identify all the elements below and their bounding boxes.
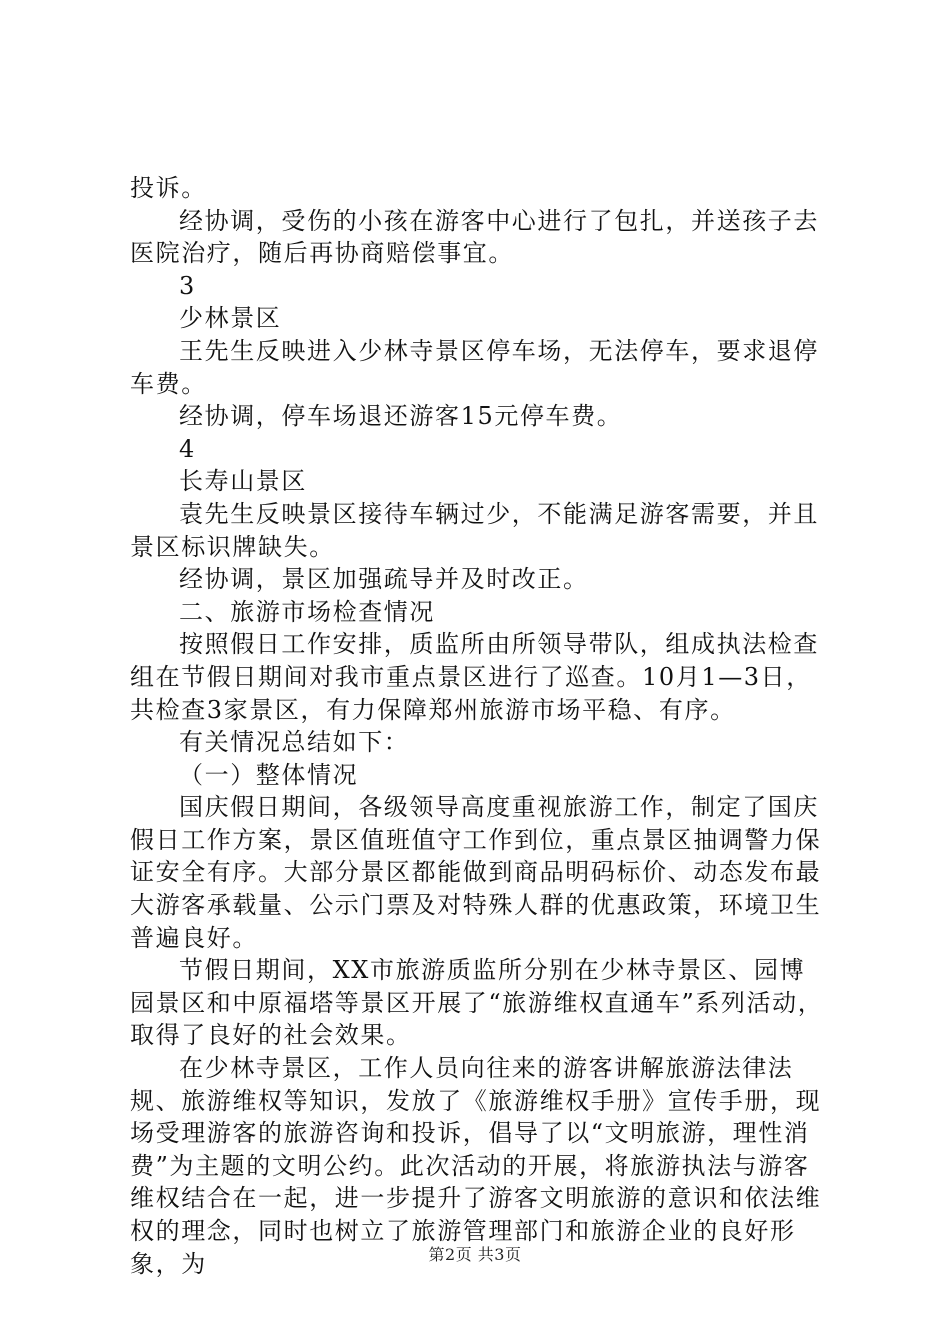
paragraph-1: 经协调，受伤的小孩在游客中心进行了包扎，并送孩子去医院治疗，随后再协商赔偿事宜。 — [130, 206, 819, 268]
paragraph-9: 经协调，景区加强疏导并及时改正。 — [179, 565, 589, 594]
document-body — [130, 172, 830, 1280]
paragraph-8: 袁先生反映景区接待车辆过少，不能满足游客需要，并且景区标识牌缺失。 — [130, 499, 819, 561]
page-number-footer: 第2页 共3页 — [428, 1245, 522, 1264]
paragraph-16: 在少林寺景区，工作人员向往来的游客讲解旅游法律法规、旅游维权等知识，发放了《旅游维权手册》宣传手册，现场受理游客的旅游咨询和投诉，倡导了以“文明旅游，理性消费”为主题的文明公约。此次活动的开展，将旅游执法与游客维权结合在一起，进一步提升了游客文明旅游的意识和依法维权的理念，同时也树立了旅游管理部门和旅游企业的良好形象，为 — [130, 1054, 822, 1278]
paragraph-14: 国庆假日期间，各级领导高度重视旅游工作，制定了国庆假日工作方案，景区值班值守工作到位，重点景区抽调警力保证安全有序。大部分景区都能做到商品明码标价、动态发布最大游客承载量、公示门票及对特殊人群的优惠政策，环境卫生普遍良好。 — [130, 793, 822, 952]
subsection-heading: （一）整体情况 — [179, 760, 359, 789]
paragraph-11: 按照假日工作安排，质监所由所领导带队，组成执法检查组在节假日期间对我市重点景区进行了巡查。10月1—3日，共检查3家景区，有力保障郑州旅游市场平稳、有序。 — [130, 630, 819, 724]
section-heading: 二、旅游市场检查情况 — [179, 597, 435, 626]
paragraph-5: 经协调，停车场退还游客15元停车费。 — [179, 402, 623, 431]
paragraph-6: 4 — [179, 434, 196, 463]
paragraph-12: 有关情况总结如下： — [179, 728, 410, 757]
paragraph-15: 节假日期间，XX市旅游质监所分别在少林寺景区、园博园景区和中原福塔等景区开展了“旅游维权直通车”系列活动，取得了良好的社会效果。 — [130, 956, 824, 1050]
paragraph-0: 投诉。 — [130, 174, 207, 202]
paragraph-7: 长寿山景区 — [179, 467, 307, 496]
paragraph-3: 少林景区 — [179, 304, 282, 333]
paragraph-4: 王先生反映进入少林寺景区停车场，无法停车，要求退停车费。 — [130, 336, 819, 398]
paragraph-2: 3 — [179, 271, 196, 300]
